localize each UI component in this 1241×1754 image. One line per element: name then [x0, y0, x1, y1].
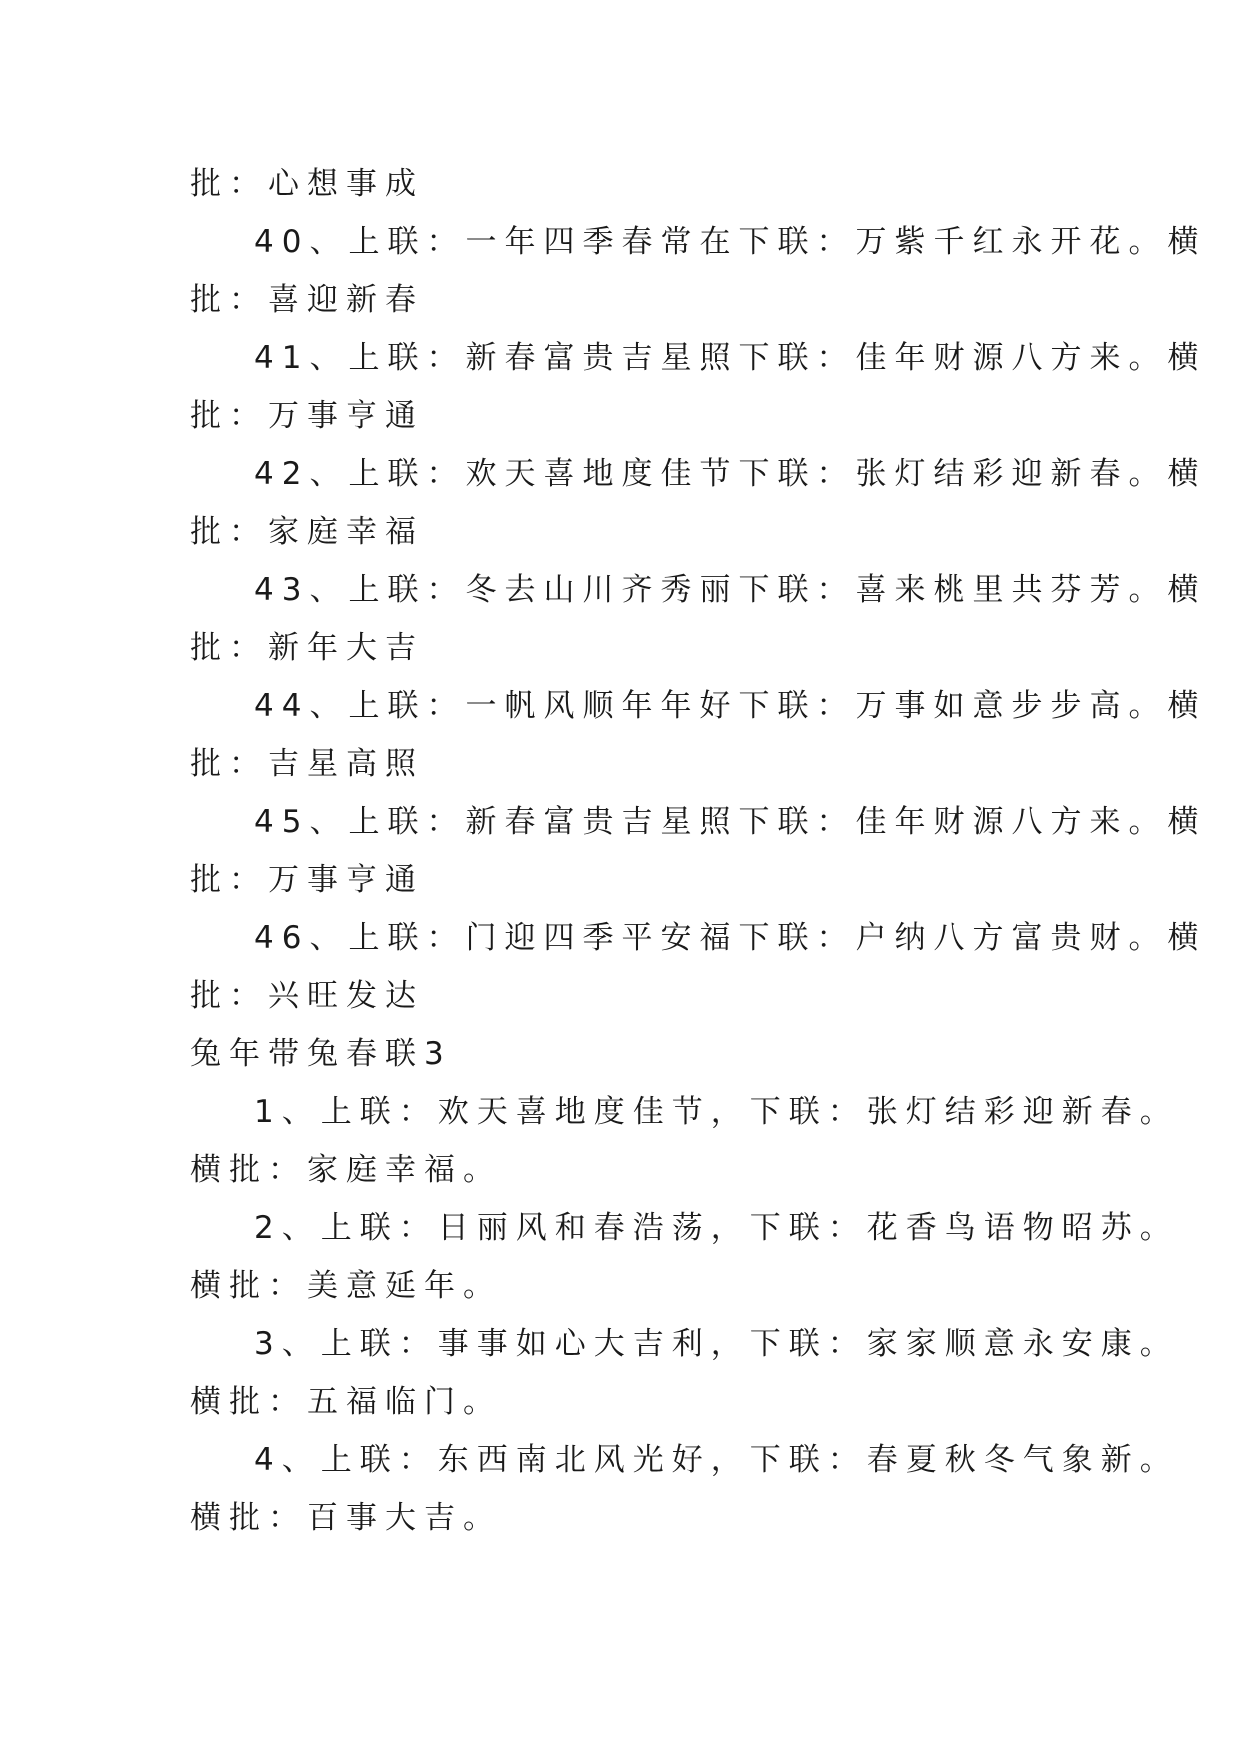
text-line: 批：万事亨通	[190, 862, 424, 898]
couplet-entry: 46、上联：门迎四季平安福下联：户纳八方富贵财。横	[254, 920, 1207, 956]
couplet-entry: 42、上联：欢天喜地度佳节下联：张灯结彩迎新春。横	[254, 456, 1207, 492]
section-heading: 兔年带兔春联3	[190, 1036, 452, 1072]
couplet-entry: 41、上联：新春富贵吉星照下联：佳年财源八方来。横	[254, 340, 1207, 376]
text-line: 横批：百事大吉。	[190, 1500, 502, 1536]
text-line: 横批：美意延年。	[190, 1268, 502, 1304]
couplet-entry: 40、上联：一年四季春常在下联：万紫千红永开花。横	[254, 224, 1207, 260]
text-line: 横批：五福临门。	[190, 1384, 502, 1420]
text-line: 批：喜迎新春	[190, 282, 424, 318]
couplet-entry: 2、上联：日丽风和春浩荡，下联：花香鸟语物昭苏。	[254, 1210, 1179, 1246]
couplet-entry: 45、上联：新春富贵吉星照下联：佳年财源八方来。横	[254, 804, 1207, 840]
text-line: 横批：家庭幸福。	[190, 1152, 502, 1188]
text-line: 批：万事亨通	[190, 398, 424, 434]
text-line: 批：兴旺发达	[190, 978, 424, 1014]
couplet-entry: 1、上联：欢天喜地度佳节，下联：张灯结彩迎新春。	[254, 1094, 1179, 1130]
couplet-entry: 44、上联：一帆风顺年年好下联：万事如意步步高。横	[254, 688, 1207, 724]
text-line: 批：吉星高照	[190, 746, 424, 782]
text-line: 批：家庭幸福	[190, 514, 424, 550]
text-line: 批：新年大吉	[190, 630, 424, 666]
couplet-entry: 4、上联：东西南北风光好，下联：春夏秋冬气象新。	[254, 1442, 1179, 1478]
couplet-entry: 3、上联：事事如心大吉利，下联：家家顺意永安康。	[254, 1326, 1179, 1362]
couplet-entry: 43、上联：冬去山川齐秀丽下联：喜来桃里共芬芳。横	[254, 572, 1207, 608]
text-line: 批：心想事成	[190, 166, 424, 202]
